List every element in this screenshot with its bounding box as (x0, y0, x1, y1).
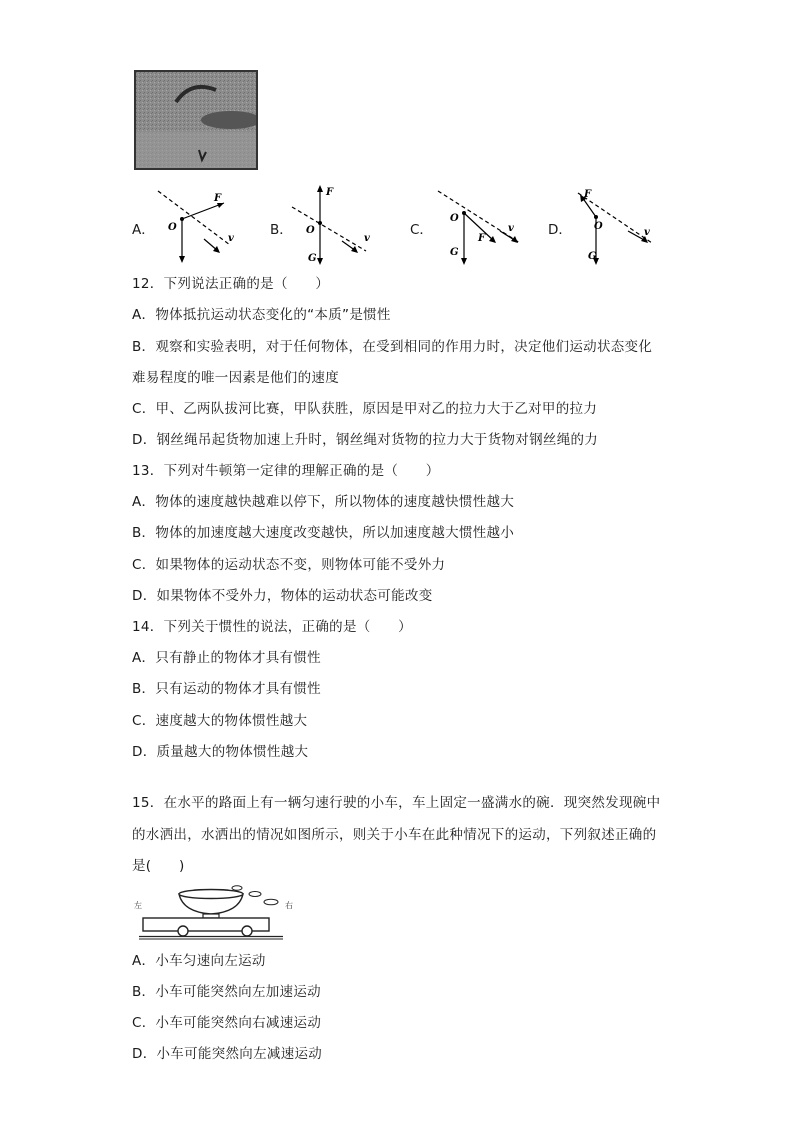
svg-text:v: v (228, 233, 234, 244)
q15-stem-line1: 15．在水平的路面上有一辆匀速行驶的小车，车上固定一盛满水的碗．现突然发现碗中 (132, 795, 661, 811)
label-right: 右 (285, 901, 293, 910)
q12-stem: 12．下列说法正确的是（ ） (132, 276, 330, 292)
svg-text:F: F (214, 193, 222, 204)
svg-text:G: G (308, 253, 317, 264)
q12-option-b-line2: 难易程度的唯一因素是他们的速度 (132, 370, 339, 386)
svg-text:O: O (168, 222, 177, 233)
svg-text:G: G (450, 247, 459, 258)
option-b-letter: B． (270, 222, 293, 238)
force-diagram-d (566, 183, 666, 268)
force-diagram-b (288, 183, 388, 268)
svg-text:v: v (508, 223, 514, 234)
q13-option-d: D．如果物体不受外力，物体的运动状态可能改变 (132, 588, 433, 604)
q14-option-d: D．质量越大的物体惯性越大 (132, 744, 309, 760)
q12-option-d: D．钢丝绳吊起货物加速上升时，钢丝绳对货物的拉力大于货物对钢丝绳的力 (132, 432, 599, 448)
q12-option-c: C．甲、乙两队拔河比赛，甲队获胜，原因是甲对乙的拉力大于乙对甲的拉力 (132, 401, 598, 417)
paraglider-photo (134, 70, 258, 170)
q14-option-b: B．只有运动的物体才具有惯性 (132, 681, 321, 697)
cart-bowl-figure (133, 884, 293, 940)
svg-text:O: O (306, 225, 315, 236)
svg-text:F: F (584, 189, 592, 200)
q12-option-b-line1: B．观察和实验表明，对于任何物体，在受到相同的作用力时，决定他们运动状态变化 (132, 339, 653, 355)
q15-stem-line3: 是( ) (132, 858, 185, 874)
q15-option-b: B．小车可能突然向左加速运动 (132, 984, 321, 1000)
svg-text:F: F (478, 233, 486, 244)
option-d-letter: D． (548, 222, 572, 238)
force-diagram-a (150, 183, 260, 263)
q15-option-a: A．小车匀速向左运动 (132, 953, 266, 969)
q13-option-c: C．如果物体的运动状态不变，则物体可能不受外力 (132, 557, 446, 573)
option-c-letter: C． (410, 222, 433, 238)
q13-option-b: B．物体的加速度越大速度改变越快，所以加速度越大惯性越小 (132, 525, 515, 541)
svg-text:v: v (644, 227, 650, 238)
svg-text:O: O (594, 221, 603, 232)
svg-text:v: v (364, 233, 370, 244)
option-a-letter: A． (132, 222, 155, 238)
q13-option-a: A．物体的速度越快越难以停下，所以物体的速度越快惯性越大 (132, 494, 515, 510)
svg-text:O: O (450, 213, 459, 224)
q14-option-c: C．速度越大的物体惯性越大 (132, 713, 308, 729)
svg-text:G: G (588, 251, 597, 262)
q14-option-a: A．只有静止的物体才具有惯性 (132, 650, 321, 666)
q15-stem-line2: 的水洒出，水洒出的情况如图所示，则关于小车在此种情况下的运动，下列叙述正确的 (132, 827, 657, 843)
q14-stem: 14．下列关于惯性的说法，正确的是（ ） (132, 619, 412, 635)
force-diagram-c (428, 183, 538, 268)
q13-stem: 13．下列对牛顿第一定律的理解正确的是（ ） (132, 463, 440, 479)
label-left: 左 (134, 901, 142, 910)
q15-option-c: C．小车可能突然向右减速运动 (132, 1015, 322, 1031)
svg-text:F: F (326, 187, 334, 198)
q15-option-d: D．小车可能突然向左减速运动 (132, 1046, 323, 1062)
q12-option-a: A．物体抵抗运动状态变化的“本质”是惯性 (132, 307, 391, 323)
